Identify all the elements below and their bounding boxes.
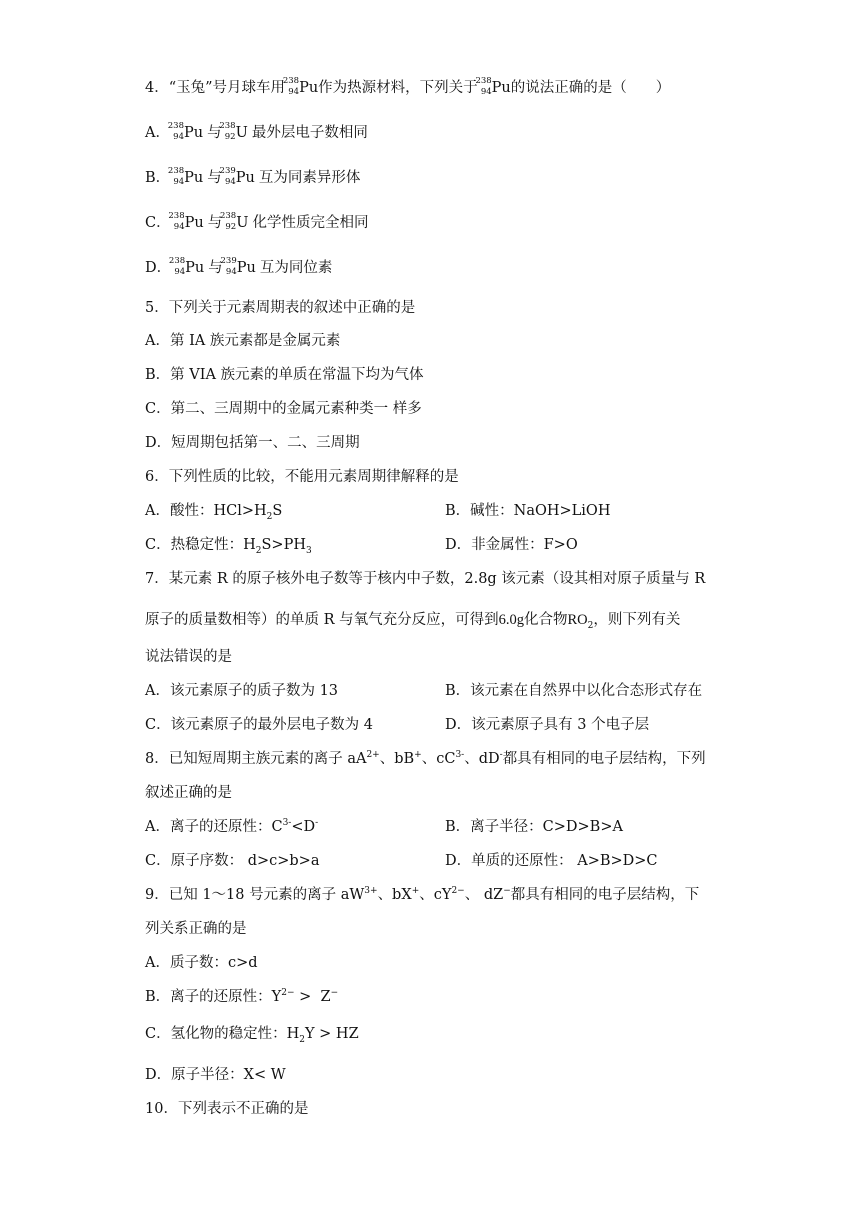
ion-symbol: Y xyxy=(441,887,452,903)
q7-option-a: A．该元素原子的质子数为 13 xyxy=(145,683,339,699)
option-text: A．离子的还原性：C xyxy=(145,819,283,835)
option-text: 与 xyxy=(207,170,222,186)
stem-text: 都具有相同的电子层结构，下列 xyxy=(502,751,706,767)
charge-superscript: − xyxy=(503,886,511,897)
option-label: C． xyxy=(145,215,171,231)
isotope xyxy=(168,211,185,233)
stem-text: 9．已知 1～18 号元素的离子 a xyxy=(145,887,350,903)
mass-number: 238 xyxy=(168,211,185,221)
q8-option-d: D．单质的还原性： A>B>D>C xyxy=(445,853,658,869)
q6-stem: 6．下列性质的比较，不能用元素周期律解释的是 xyxy=(145,469,459,485)
q9-option-b xyxy=(145,987,338,1007)
q8-option-b: B．离子半径：C>D>B>A xyxy=(445,819,623,835)
stem-text: 原子的质量数相等）的单质 R 与氧气充分反应，可得到 xyxy=(145,612,499,628)
q6-option-b: B．碱性：NaOH>LiOH xyxy=(445,503,611,519)
element-symbol: Pu xyxy=(491,80,511,96)
atomic-number: 94 xyxy=(174,267,186,277)
q6-option-a xyxy=(145,501,282,521)
option-text: 与 xyxy=(207,215,223,231)
q4-stem-text: 4．“玉兔”号月球车用 xyxy=(145,80,286,96)
q8-stem-line1 xyxy=(145,749,706,769)
stem-text: 8．已知短周期主族元素的离子 aA xyxy=(145,751,367,767)
charge-superscript: 3+ xyxy=(364,886,378,897)
mass-number: 238 xyxy=(475,76,492,86)
atomic-number: 92 xyxy=(225,222,237,232)
stem-text: 、c xyxy=(419,887,442,903)
subscript: 2 xyxy=(587,620,594,631)
charge-superscript: + xyxy=(414,750,422,761)
option-text: 与 xyxy=(208,260,223,276)
mass-number: 238 xyxy=(168,256,186,266)
stem-text: 、bB xyxy=(379,751,415,767)
option-text: B．离子的还原性： xyxy=(145,989,272,1005)
q4-stem xyxy=(145,78,670,98)
q9-stem-line2: 列关系正确的是 xyxy=(145,921,247,937)
isotope xyxy=(219,211,237,233)
element-symbol: Pu xyxy=(185,260,205,276)
q5-option-c: C．第二、三周期中的金属元素种类一 样多 xyxy=(145,401,422,417)
option-label: B． xyxy=(145,170,171,186)
stem-text: 都具有相同的电子层结构，下 xyxy=(510,887,700,903)
isotope xyxy=(219,121,236,143)
stem-text: ，则下列有关 xyxy=(593,612,681,628)
ion-symbol: Z xyxy=(320,989,331,1005)
q7-stem-line1: 7．某元素 R 的原子核外电子数等于核内中子数，2.8g 该元素（设其相对原子质量与 R xyxy=(145,571,706,587)
ion-symbol: Y xyxy=(271,989,282,1005)
element-symbol: U xyxy=(235,125,248,141)
atomic-number: 94 xyxy=(225,267,237,277)
charge-superscript: + xyxy=(411,886,420,897)
q4-stem-text: 的说法正确的是（ ） xyxy=(510,80,671,96)
element-symbol: Pu xyxy=(183,125,204,141)
q9-option-d: D．原子半径：X< W xyxy=(145,1067,286,1083)
option-text: 互为同位素 xyxy=(259,260,333,276)
option-text: 互为同素异形体 xyxy=(258,170,361,186)
q9-option-a: A．质子数：c>d xyxy=(145,955,258,971)
formula-text: H xyxy=(286,1026,300,1042)
charge-superscript: 2+ xyxy=(366,750,380,761)
charge-superscript: 3- xyxy=(282,818,292,829)
option-text: > xyxy=(294,989,321,1005)
atomic-number: 94 xyxy=(224,177,236,187)
q6-option-d: D．非金属性：F>O xyxy=(445,537,578,553)
mass-number: 238 xyxy=(219,211,237,221)
element-symbol: Pu xyxy=(235,170,255,186)
stem-text: 、dD xyxy=(464,751,500,767)
atomic-number: 92 xyxy=(224,132,236,142)
isotope xyxy=(220,256,237,278)
element-symbol: Pu xyxy=(184,170,204,186)
isotope xyxy=(219,166,236,188)
q5-option-a: A．第 IA 族元素都是金属元素 xyxy=(145,333,341,349)
formula-text: Y > HZ xyxy=(304,1026,359,1042)
stem-text: 、 d xyxy=(464,887,494,903)
option-text: <D xyxy=(291,819,316,835)
atomic-number: 94 xyxy=(288,87,300,97)
charge-superscript: - xyxy=(315,818,319,829)
charge-superscript: 3- xyxy=(455,750,465,761)
element-symbol: Pu xyxy=(236,260,256,276)
ion-symbol: W xyxy=(349,887,365,903)
q5-option-b: B．第 VIA 族元素的单质在常温下均为气体 xyxy=(145,367,424,383)
element-symbol: Pu xyxy=(184,215,204,231)
q4-option-a xyxy=(145,123,368,143)
q5-option-d: D．短周期包括第一、二、三周期 xyxy=(145,435,360,451)
q8-option-c: C．原子序数： d>c>b>a xyxy=(145,853,320,869)
q9-stem-line1 xyxy=(145,885,699,905)
isotope xyxy=(167,166,185,188)
option-text: 与 xyxy=(207,125,222,141)
q8-option-a xyxy=(145,817,318,837)
q7-option-b: B．该元素在自然界中以化合态形式存在 xyxy=(445,683,703,699)
q7-stem-line3: 说法错误的是 xyxy=(145,649,232,665)
ion-symbol: X xyxy=(401,887,412,903)
option-text: 最外层电子数相同 xyxy=(251,125,368,141)
option-text: A．酸性：HCl>H xyxy=(145,503,267,519)
stem-text: 、cC xyxy=(421,751,456,767)
q7-option-c: C．该元素原子的最外层电子数为 4 xyxy=(145,717,373,733)
q4-option-c xyxy=(145,213,368,233)
subscript: 2 xyxy=(266,511,273,522)
subscript: 3 xyxy=(305,545,312,556)
atomic-number: 94 xyxy=(480,87,492,97)
option-text: C．氢化物的稳定性： xyxy=(145,1026,287,1042)
pu-238-isotope xyxy=(282,76,300,98)
subscript: 2 xyxy=(255,545,262,556)
mass-number: 238 xyxy=(219,121,236,131)
q5-stem: 5．下列关于元素周期表的叙述中正确的是 xyxy=(145,300,416,316)
q10-stem: 10．下列表示不正确的是 xyxy=(145,1101,309,1117)
mass-number: 239 xyxy=(219,166,236,176)
q6-option-c xyxy=(145,535,312,555)
option-label: D． xyxy=(145,260,172,276)
pu-238-isotope xyxy=(475,76,492,98)
q4-stem-text: 作为热源材料，下列关于 xyxy=(318,80,478,96)
atomic-number: 94 xyxy=(173,132,184,142)
q7-option-d: D．该元素原子具有 3 个电子层 xyxy=(445,717,650,733)
compound-formula: RO xyxy=(567,612,588,628)
isotope xyxy=(168,256,186,278)
option-text: S xyxy=(272,503,283,519)
q4-option-b xyxy=(145,168,360,188)
isotope xyxy=(167,121,184,143)
q4-option-d xyxy=(145,258,332,278)
q7-stem-line2 xyxy=(145,610,680,630)
option-text: S>PH xyxy=(261,537,306,553)
option-text: C．热稳定性：H xyxy=(145,537,256,553)
element-symbol: Pu xyxy=(299,80,319,96)
charge-superscript: - xyxy=(499,750,503,761)
atomic-number: 94 xyxy=(173,177,185,187)
mass-number: 238 xyxy=(282,76,300,86)
stem-text: 、b xyxy=(377,887,402,903)
subscript: 2 xyxy=(299,1034,305,1045)
q9-option-c xyxy=(145,1024,359,1044)
option-label: A． xyxy=(145,125,170,141)
mass-number: 238 xyxy=(167,166,185,176)
element-symbol: U xyxy=(236,215,249,231)
atomic-number: 94 xyxy=(173,222,185,232)
charge-superscript: − xyxy=(330,988,339,999)
mass-number: 238 xyxy=(167,121,184,131)
charge-superscript: 2− xyxy=(281,988,295,999)
q8-stem-line2: 叙述正确的是 xyxy=(145,785,232,801)
ion-symbol: Z xyxy=(493,887,504,903)
option-text: 化学性质完全相同 xyxy=(252,215,369,231)
mass-value: 6.0g xyxy=(498,612,525,628)
charge-superscript: 2− xyxy=(451,886,465,897)
stem-text: 化合物 xyxy=(524,612,568,628)
mass-number: 239 xyxy=(220,256,237,266)
